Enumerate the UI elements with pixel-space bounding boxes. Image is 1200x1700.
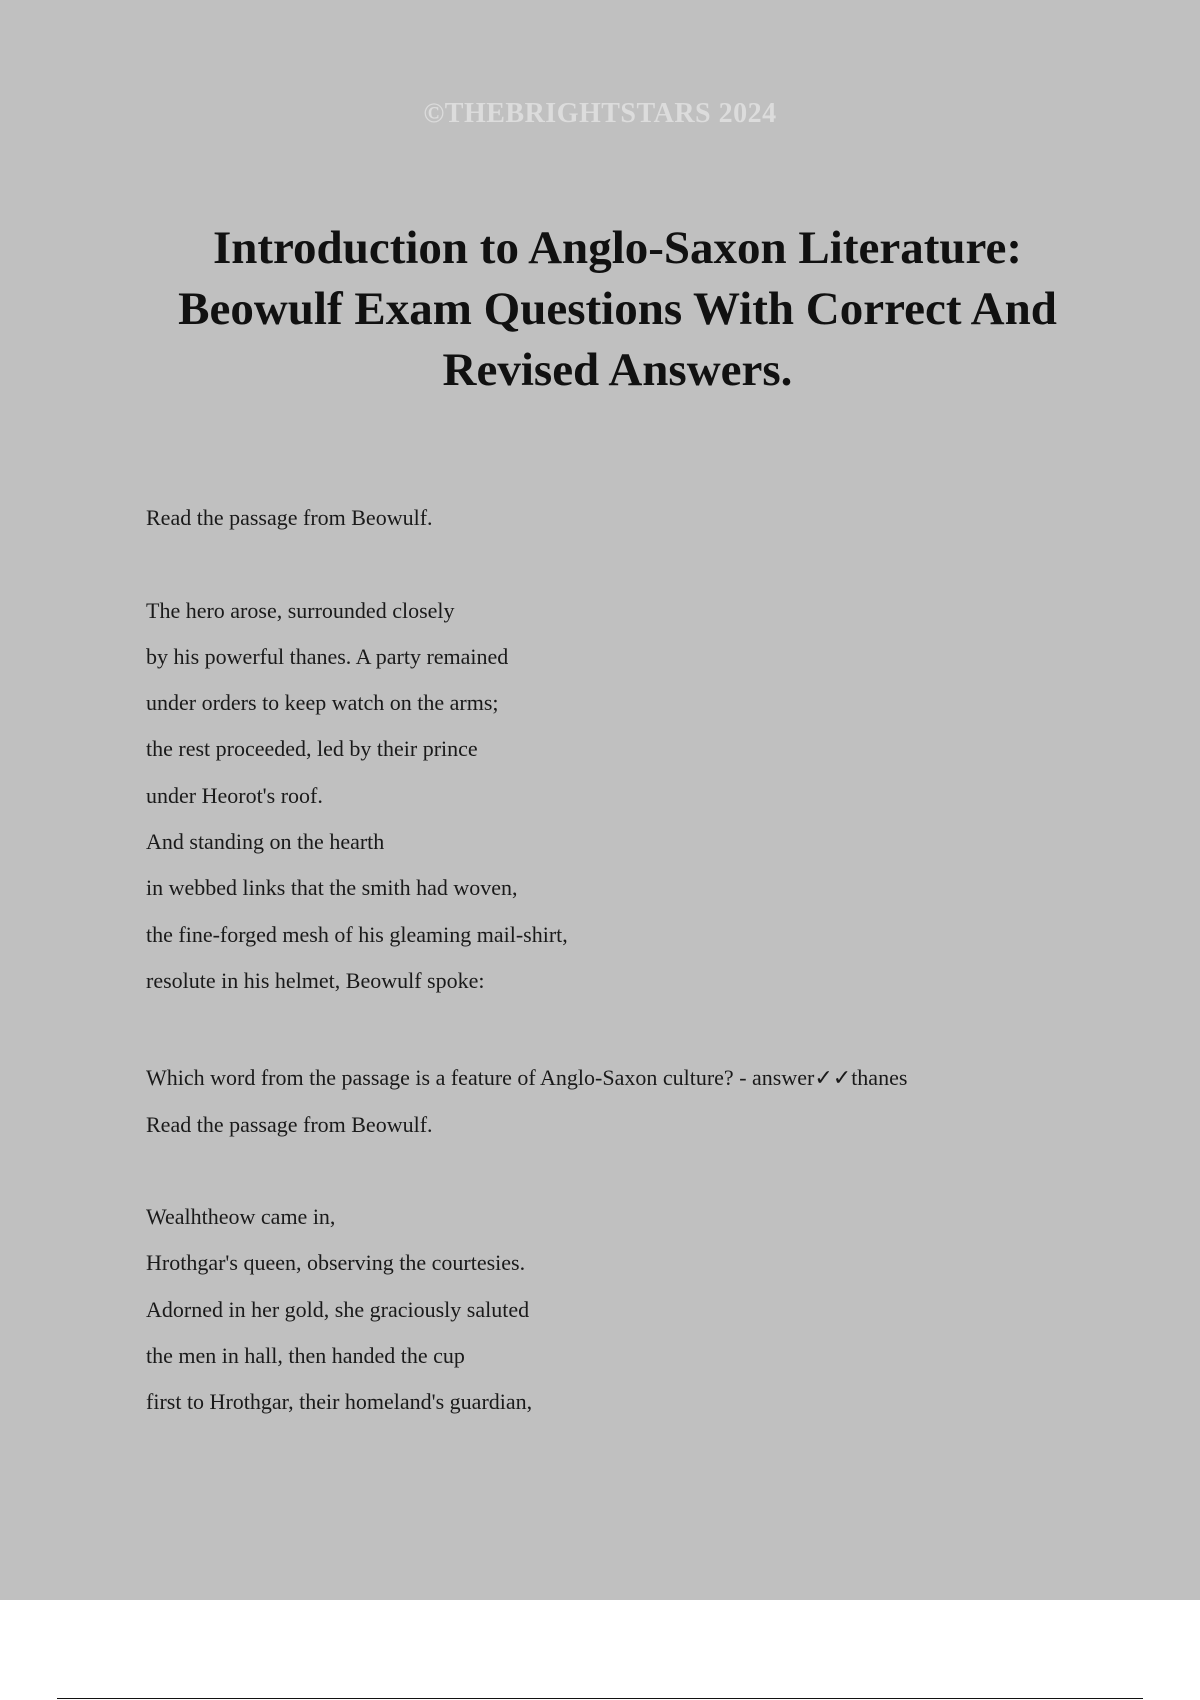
passage-intro: Read the passage from Beowulf. (146, 505, 433, 530)
passage-line: under orders to keep watch on the arms; (146, 690, 499, 716)
passage-line: resolute in his helmet, Beowulf spoke: (146, 967, 485, 993)
passage-line: The hero arose, surrounded closely (146, 597, 455, 623)
passage-line: Wealhtheow came in, (146, 1204, 336, 1230)
passage-line: Adorned in her gold, she graciously saluted (146, 1296, 530, 1322)
passage-line: under Heorot's roof. (146, 782, 323, 808)
passage-line: And standing on the hearth (146, 829, 385, 855)
passage-2 (146, 1194, 1106, 1425)
passage-intro: Read the passage from Beowulf. (146, 1111, 433, 1137)
passage-line: the rest proceeded, led by their prince (146, 736, 478, 762)
passage-line: first to Hrothgar, their homeland's guardian, (146, 1389, 533, 1415)
passage-line: Hrothgar's queen, observing the courtesies. (146, 1250, 526, 1276)
passage-line: in webbed links that the smith had woven, (146, 875, 518, 901)
document-title: Introduction to Anglo-Saxon Literature: Beowulf Exam Questions With Correct And Revised Answers. (178, 222, 1057, 396)
passage-line: the men in hall, then handed the cup (146, 1343, 465, 1369)
passage-1 (146, 588, 1106, 1005)
watermark: ©THEBRIGHTSTARS 2024 (423, 98, 777, 129)
document-body (146, 495, 1106, 1426)
footer-divider (57, 1698, 1143, 1699)
passage-line: the fine-forged mesh of his gleaming mail-shirt, (146, 921, 568, 947)
passage-line: by his powerful thanes. A party remained (146, 643, 509, 669)
question-answer: Which word from the passage is a feature of Anglo-Saxon culture? - answer✓✓thanes (146, 1065, 908, 1091)
